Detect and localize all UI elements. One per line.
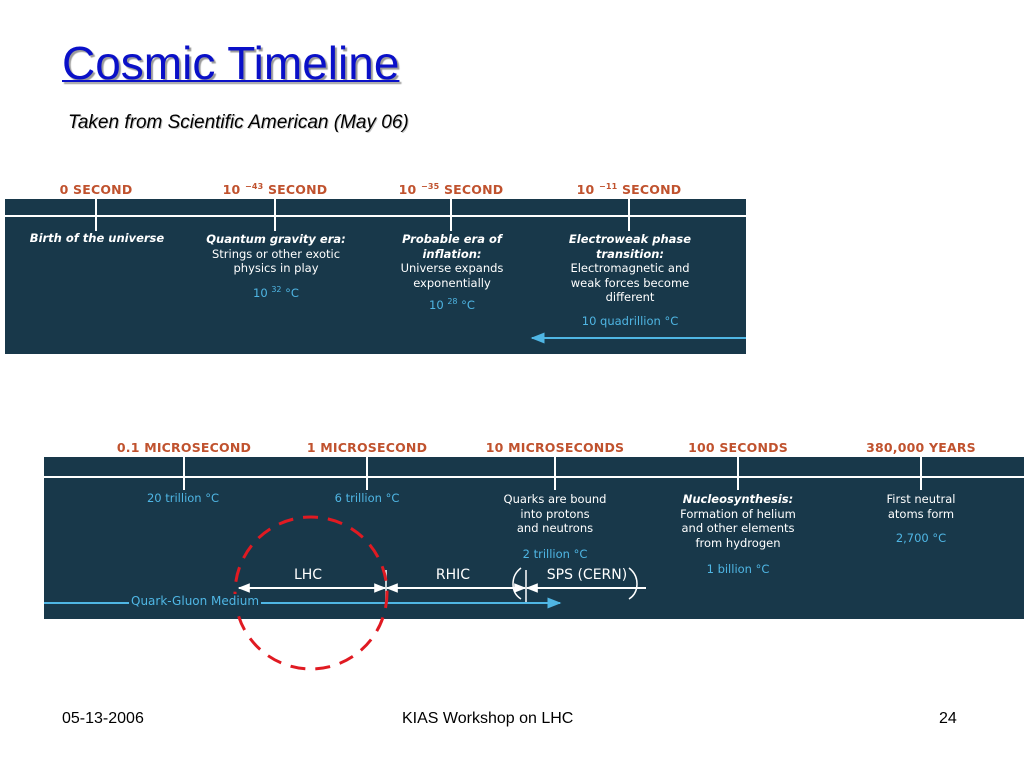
top-time-label-1: 0 SECOND [59, 182, 133, 198]
top-event-4-temperature: 10 quadrillion °C [581, 313, 679, 328]
bottom-time-label-3: 10 MICROSECONDS [485, 440, 625, 455]
lhc-highlight-circle [235, 517, 387, 669]
top-time-label-2: 10 $^{-43}$ SECOND [222, 182, 328, 198]
bottom-time-label-5: 380,000 YEARS [866, 440, 976, 455]
top-event-3-temperature: 10 $^{28}$ °C [429, 297, 475, 312]
top-event-4-description: Electroweak phase transition: Electromagnetic and weak forces become different [568, 232, 692, 304]
top-event-2-description: Quantum gravity era: Strings or other exotic physics in play [206, 232, 346, 275]
collider-label-rhic: RHIC [435, 567, 471, 583]
sps-right-bracket [629, 568, 637, 599]
collider-label-sps: SPS (CERN) [546, 567, 628, 583]
footer-event: KIAS Workshop on LHC [402, 710, 574, 727]
slide-subtitle: Taken from Scientific American (May 06) [68, 112, 409, 133]
bottom-event-2-temperature: 6 trillion °C [334, 491, 400, 505]
bottom-event-3-temperature: 2 trillion °C [522, 547, 588, 561]
top-time-label-4: 10 $^{-11}$ SECOND [576, 182, 682, 198]
sps-left-bracket [513, 568, 521, 599]
top-event-2-temperature: 10 $^{32}$ °C [253, 285, 299, 300]
bottom-time-label-2: 1 MICROSECOND [306, 440, 428, 455]
bottom-event-5-temperature: 2,700 °C [895, 531, 947, 545]
footer-date: 05-13-2006 [62, 710, 144, 727]
footer-page-number: 24 [939, 710, 957, 727]
bottom-event-5-description: First neutral atoms form [886, 492, 956, 521]
top-time-label-3: 10 $^{-35}$ SECOND [398, 182, 504, 198]
bottom-event-4-temperature: 1 billion °C [706, 562, 770, 576]
bottom-time-label-1: 0.1 MICROSECOND [116, 440, 252, 455]
top-event-3-description: Probable era of inflation: Universe expands exponentially [400, 232, 504, 290]
bottom-time-label-4: 100 SECONDS [688, 440, 788, 455]
top-event-1-description: Birth of the universe [29, 231, 165, 245]
bottom-event-3-description: Quarks are bound into protons and neutrons [503, 492, 607, 535]
quark-gluon-medium-label: Quark-Gluon Medium [131, 594, 260, 608]
bottom-event-4-description: Nucleosynthesis: Formation of helium and other elements from hydrogen [680, 492, 796, 550]
bottom-event-1-temperature: 20 trillion °C [146, 491, 220, 505]
slide-title: Cosmic Timeline [62, 37, 400, 89]
collider-label-lhc: LHC [293, 567, 323, 583]
